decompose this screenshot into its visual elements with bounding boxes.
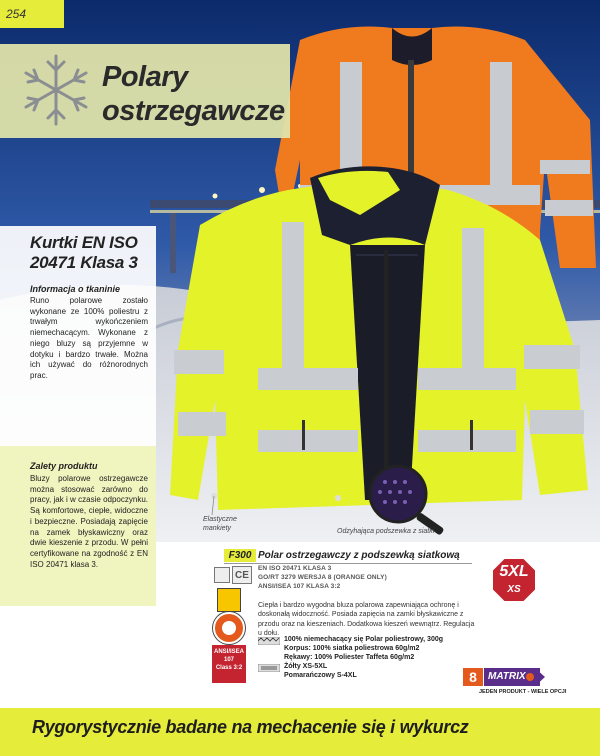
section-heading-line2: 20471 Klasa 3 (30, 253, 138, 273)
spec-item: Rękawy: 100% Poliester Taffeta 60g/m2 (284, 654, 415, 661)
cuffs-caption-line1: Elastyczne (203, 516, 237, 523)
page-title-line1: Polary (102, 61, 188, 93)
standard-item: EN ISO 20471 KLASA 3 (258, 565, 332, 572)
matrix-number: 8 (463, 668, 483, 686)
mesh-caption: Odzyhająca podszewka z siatki (337, 528, 435, 535)
fabric-text: Runo polarowe zostało wykonane ze 100% poliestru z trwałym wykończeniem niemechacącym. Wykonane z niego bluzy są przyjemne w dotyku i bardzo trwałe. Można ich używać do różnorodnych prac. (30, 296, 148, 381)
cuffs-caption-line2: mankiety (203, 524, 232, 532)
sizes-icon (258, 664, 280, 672)
matrix-arrow-icon (535, 668, 545, 686)
standard-item: ANSI/ISEA 107 KLASA 3:2 (258, 582, 341, 590)
hi-vis-logo-icon (217, 588, 241, 612)
fabric-weave-icon (258, 637, 280, 645)
standards-list (258, 565, 387, 591)
ce-mark-icon: CE (232, 566, 252, 584)
product-title: Polar ostrzegawczy z podszewką siatkową (258, 550, 460, 561)
section-heading (30, 233, 138, 274)
fabric-heading: Informacja o tkaninie (30, 284, 121, 294)
ansi-badge (212, 645, 246, 683)
section-heading-line1: Kurtki EN ISO (30, 233, 138, 252)
matrix-label: MATRIX (484, 668, 540, 686)
ansi-line3: Class 3:2 (215, 665, 243, 672)
title-divider (224, 563, 472, 564)
cuffs-caption (203, 516, 237, 534)
matrix-subtitle: JEDEN PRODUKT - WIELE OPCJI (479, 689, 567, 695)
spec-item: Korpus: 100% siatka poliestrowa 60g/m2 (284, 645, 420, 652)
round-certification-icon (213, 612, 245, 644)
snowflake-icon (18, 52, 94, 128)
page-number: 254 (6, 7, 27, 21)
page-title (102, 60, 285, 128)
matrix-dot-icon (526, 673, 534, 681)
product-code: F300 (224, 549, 256, 562)
product-description: Ciepła i bardzo wygodna bluza polarowa zapewniająca ochronę i doskonałą widoczność. Posiada zapięcia na zamki błyskawiczne z przodu oraz na kieszeniach. Dodatkowa kieszeń wewnątrz. Regulacja u dołu. (258, 602, 475, 638)
size-max: 5XL (499, 563, 529, 580)
standard-item: GO/RT 3279 WERSJA 8 (ORANGE ONLY) (258, 573, 387, 581)
spec-item: Żółty XS-5XL (284, 663, 328, 670)
page-title-line2: ostrzegawcze (102, 95, 285, 128)
benefits-heading: Zalety produktu (30, 461, 98, 471)
title-banner (0, 44, 290, 138)
footer-text: Rygorystycznie badane na mechacenie się i wykurcz (32, 717, 469, 737)
size-min: XS (507, 584, 521, 595)
spec-item: Pomarańczowy S-4XL (284, 672, 357, 679)
care-label-icon (214, 567, 230, 583)
benefits-text: Bluzy polarowe ostrzegawcze można stosować zarówno do pracy, jak i w czasie odpoczynku. Są komfortowe, ciepłe, widoczne i bezpieczne. Posiadają zapięcie na zamek błyskawiczny oraz dwie kieszenie z przodu. W pełni certyfikowane na zgodność z EN ISO 20471 klasa 3. (30, 474, 148, 569)
spec-item: 100% niemechacący się Polar poliestrowy, 300g (284, 636, 444, 643)
ansi-line1: ANSI/ISEA (213, 649, 244, 655)
ansi-line2: 107 (223, 657, 234, 664)
